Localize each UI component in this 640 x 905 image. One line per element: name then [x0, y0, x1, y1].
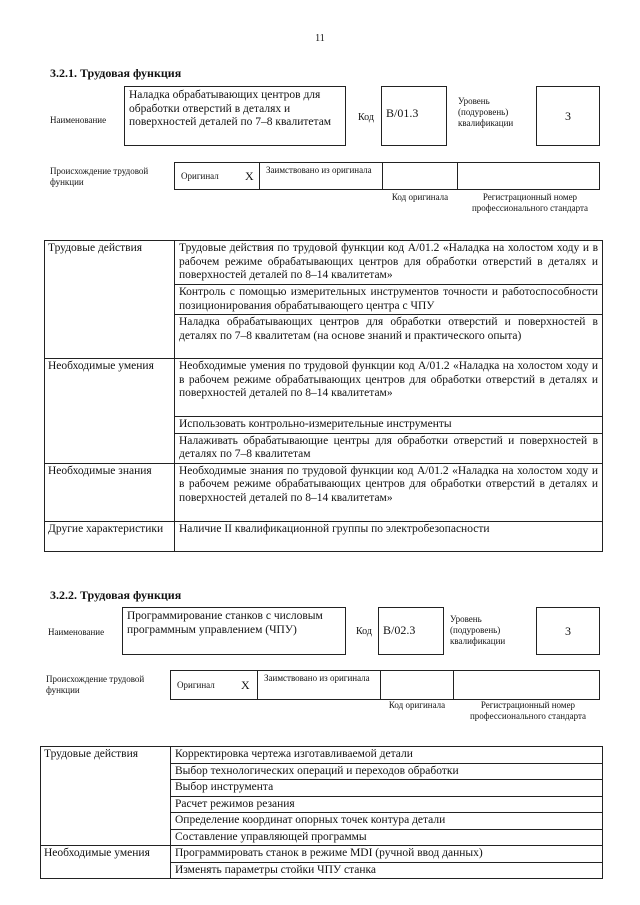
table-cell: Корректировка чертежа изготавливаемой детали [171, 747, 603, 764]
table-cell: Контроль с помощью измерительных инструментов точности и работоспособности позиционирования обрабатывающего центра с ЧПУ [175, 285, 603, 315]
original-cell [170, 670, 258, 700]
borrowed-cell [259, 162, 383, 190]
table-row [41, 747, 603, 764]
level-value: 3 [565, 624, 571, 638]
section-heading: 3.2.1. Трудовая функция [50, 66, 182, 80]
table-cell: Налаживать обрабатывающие центры для обработки отверстий и поверхностей в деталях по 7–8 квалитетам [175, 433, 603, 463]
level-box [536, 607, 600, 655]
table-row [45, 521, 603, 551]
table-row [41, 846, 603, 863]
original-label: Оригинал [181, 171, 219, 181]
code-original-cell [380, 670, 454, 700]
code-box [381, 86, 447, 146]
row-label: Трудовые действия [41, 747, 171, 846]
table-cell: Выбор технологических операций и переходов обработки [171, 763, 603, 780]
table-cell: Трудовые действия по трудовой функции код А/01.2 «Наладка на холостом ходу и в рабочем режиме обрабатывающих центров для обработки отверстий в деталях и поверхностей деталей по 8–14 квалитетам» [175, 241, 603, 285]
function-name-box [122, 607, 346, 655]
row-label: Необходимые умения [41, 846, 171, 879]
code-label: Код [358, 112, 374, 123]
function-name-value: Программирование станков с числовым программным управлением (ЧПУ) [127, 610, 323, 636]
reg-number-caption: Регистрационный номер профессионального стандарта [469, 700, 587, 721]
table-row [45, 241, 603, 285]
level-box [536, 86, 600, 146]
borrowed-label: Заимствовано из оригинала [266, 165, 372, 175]
reg-number-cell [457, 162, 600, 190]
origin-label: Происхождение трудовой функции [46, 674, 145, 695]
table-row [45, 463, 603, 521]
row-label: Другие характеристики [45, 521, 175, 551]
level-value: 3 [565, 109, 571, 123]
table-cell: Наличие II квалификационной группы по электробезопасности [175, 521, 603, 551]
code-box [378, 607, 444, 655]
function-table-1 [44, 240, 603, 552]
function-name-box [124, 86, 346, 146]
function-table-2 [40, 746, 603, 879]
borrowed-cell [257, 670, 381, 700]
original-mark: X [245, 169, 254, 183]
table-row [45, 359, 603, 417]
table-cell: Программировать станок в режиме MDI (ручной ввод данных) [171, 846, 603, 863]
code-original-caption: Код оригинала [391, 192, 449, 202]
table-cell: Определение координат опорных точек контура детали [171, 813, 603, 830]
level-label: Уровень (подуровень) квалификации [458, 96, 514, 128]
table-cell: Необходимые умения по трудовой функции код А/01.2 «Наладка на холостом ходу и в рабочем режиме обрабатывающих центров для обработки отверстий в деталях и поверхностей деталей по 8–14 квалитетам» [175, 359, 603, 417]
borrowed-label: Заимствовано из оригинала [264, 673, 370, 683]
table-cell: Наладка обрабатывающих центров для обработки отверстий и поверхностей в деталях по 7–8 квалитетам (на основе знаний и практического опыта) [175, 315, 603, 359]
level-label: Уровень (подуровень) квалификации [450, 614, 506, 646]
table-cell: Изменять параметры стойки ЧПУ станка [171, 862, 603, 879]
page-number: 11 [315, 33, 325, 44]
code-label: Код [356, 626, 372, 637]
table-cell: Составление управляющей программы [171, 829, 603, 846]
table-cell: Расчет режимов резания [171, 796, 603, 813]
table-cell: Выбор инструмента [171, 780, 603, 797]
name-label: Наименование [50, 115, 107, 125]
row-label: Необходимые знания [45, 463, 175, 521]
table-cell: Необходимые знания по трудовой функции код А/01.2 «Наладка на холостом ходу и в рабочем режиме обрабатывающих центров для обработки отверстий в деталях и поверхностей деталей по 8–14 квалитетам» [175, 463, 603, 521]
reg-number-caption: Регистрационный номер профессионального стандарта [471, 192, 589, 213]
origin-label: Происхождение трудовой функции [50, 166, 149, 187]
function-name-value: Наладка обрабатывающих центров для обработки отверстий в деталях и поверхностей деталей по 7–8 квалитетам [129, 89, 332, 128]
code-value: В/01.3 [386, 106, 419, 120]
original-mark: X [241, 678, 250, 692]
row-label: Необходимые умения [45, 359, 175, 464]
code-value: В/02.3 [383, 623, 416, 637]
original-label: Оригинал [177, 680, 215, 690]
section-heading: 3.2.2. Трудовая функция [50, 588, 182, 602]
code-original-caption: Код оригинала [388, 700, 446, 710]
code-original-cell [382, 162, 458, 190]
original-cell [174, 162, 260, 190]
table-cell: Использовать контрольно-измерительные инструменты [175, 417, 603, 434]
row-label: Трудовые действия [45, 241, 175, 359]
name-label: Наименование [48, 627, 105, 637]
reg-number-cell [453, 670, 600, 700]
